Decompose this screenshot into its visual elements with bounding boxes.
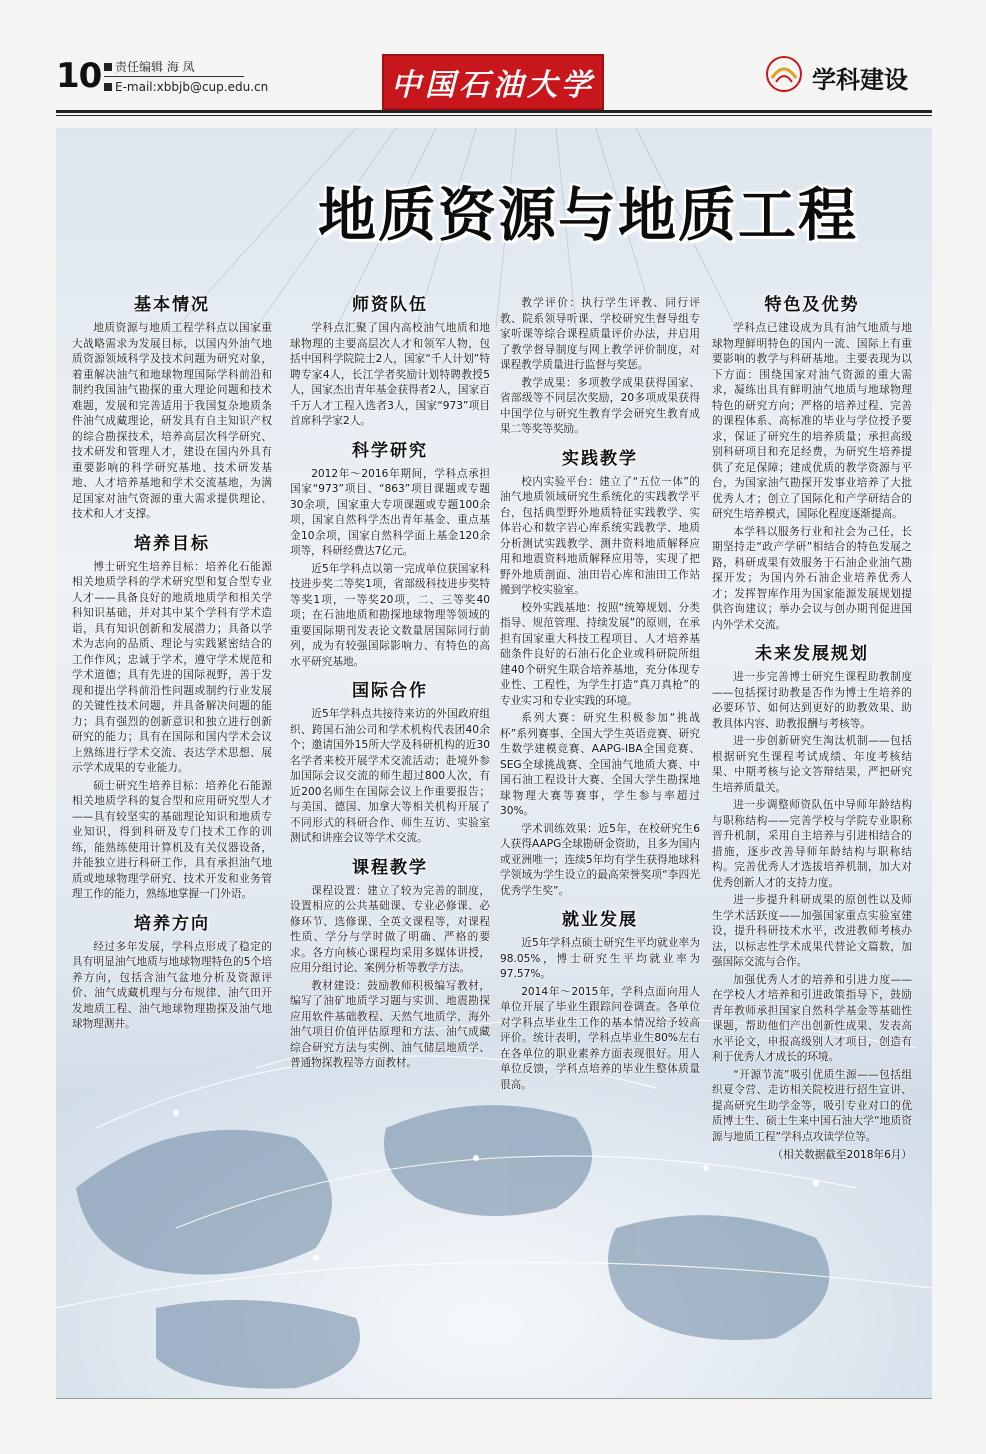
paragraph: 进一步提升科研成果的原创性以及师生学术活跃度——加强国家重点实验室建设，提升科研技术水平，改进教师考核办法，以标志性学术成果代替论文篇数，加强国际交流与合作。 [712, 894, 912, 968]
paragraph: 近5年学科点硕士研究生平均就业率为98.05%，博士研究生平均就业率为97.57%。 [500, 937, 700, 980]
paragraph: 2012年～2016年期间，学科点承担国家“973”项目、“863”项目课题或专题30余项，国家重大专项课题或专题100余项，国家自然科学杰出青年基金、重点基金10余项，国家自然科学面上基金120余项等，科研经费达7亿元。 [290, 467, 490, 557]
heading-future-plans: 未来发展规划 [755, 644, 869, 664]
editor-email [104, 80, 268, 94]
paragraph: 系列大赛：研究生积极参加“挑战杯”系列赛事、全国大学生英语竞赛、研究生数学建模竞赛、AAPG-IBA全国竞赛、SEG全球挑战赛、全国油气地质大赛、中国石油工程设计大赛、全国大学生勘探地球物理大赛等赛事，学生参与率超过30%。 [500, 712, 700, 817]
paragraph: 进一步完善博士研究生课程助教制度——包括探讨助教是否作为博士生培养的必要环节、如何达到更好的助教效果、助教具体内容、助教报酬与考核等。 [712, 671, 912, 730]
heading-training-goals: 培养目标 [134, 533, 210, 554]
heading-training-directions: 培养方向 [134, 913, 210, 934]
newspaper-masthead [382, 54, 604, 110]
heading-features-advantages: 特色及优势 [764, 295, 860, 315]
paragraph: 硕士研究生培养目标：培养化石能源相关地质学科的复合型和应用研究型人才——具有较坚实的基础理论知识和地质专业知识，得到科研及专门技术工作的训练，能熟练使用计算机及有关仪器设备，并能独立进行科研工作，具有承担油气地质或地球物理学研究、技术开发和业务管理工作的能力，熟练地掌握一门外语。 [72, 779, 272, 900]
email-text: E-mail:xbbjb@cup.edu.cn [115, 80, 269, 94]
header-divider [56, 110, 932, 113]
paragraph: 本学科以服务行业和社会为己任，长期坚持走“政产学研”相结合的特色发展之路，科研成果有效服务于石油企业油气勘探开发；为国内外石油企业培养优秀人才；发挥智库作用为国家能源发展规划提供咨询建议；举办会议与创办期刊促进国内外学术交流。 [712, 525, 912, 631]
paragraph: 学科点汇聚了国内高校油气地质和地球物理的主要高层次人才和领军人物，包括中国科学院院士2人，国家“千人计划”特聘专家4人，长江学者奖励计划特聘教授5人，国家杰出青年基金获得者2人，国家百千万人才工程入选者3人，国家“973”项目首席科学家2人。 [290, 322, 490, 427]
section-name: 学科建设 [812, 66, 908, 94]
heading-practical-teaching: 实践教学 [562, 448, 638, 469]
column-2 [290, 284, 490, 1074]
paragraph: 近5年学科点以第一完成单位获国家科技进步奖二等奖1项，省部级科技进步奖特等奖1项，一等奖20项，二、三等奖40项；在石油地质和勘探地球物理等领域的重要国际期刊发表论文数量居国际同行前列，成为有较强国际影响力、有特色的高水平研究基地。 [290, 562, 490, 668]
editor-name: 责任编辑 海 凤 [115, 60, 195, 74]
heading-course-teaching: 课程教学 [352, 857, 428, 878]
paragraph: 博士研究生培养目标：培养化石能源相关地质学科的学术研究型和复合型专业人才——具备良好的地质地质学和相关学科知识基础，并对其中某个学科有学术造诣，具有知识创新和发展潜力；具备以学术为志向的品质、理论与实践紧密结合的工作作风；忠诚于学术，遵守学术规范和学术道德；具有先进的国际视野，善于发现和提出学科前沿性问题或制约行业发展的关键性技术问题，并具备解决问题的能力；具有强烈的创新意识和独立进行创新研究的能力；具有在国际和国内学术会议上熟练进行学术交流、表达学术思想、展示学术成果的专业能力。 [72, 560, 272, 774]
heading-employment: 就业发展 [562, 910, 638, 930]
column-4 [712, 284, 912, 1162]
heading-international-cooperation: 国际合作 [352, 681, 428, 701]
feature-title: 地质资源与地质工程 [318, 181, 859, 249]
paragraph: 课程设置：建立了较为完善的制度，设置相应的公共基础课、专业必修课、必修环节、选修课、全英文课程等，对课程性质、学分与学时做了明确、严格的要求。各方向核心课程均采用多媒体讲授，应用分组讨论、案例分析等教学方法。 [290, 884, 490, 974]
paragraph: 学术训练效果：近5年，在校研究生6人获得AAPG全球勘研金资助，且多为国内或亚洲唯一；连续5年均有学生获得地球科学领域为学生设立的最高荣誉奖项“李四光优秀学生奖”。 [500, 822, 700, 897]
page-number: 10 [56, 56, 102, 96]
paragraph: 教学评价：执行学生评教、同行评教、院系领导听课、学校研究生督导组专家听课等综合课程质量评价办法，并启用了教学督导制度与网上教学评价制度，对课程教学质量进行监督与奖惩。 [500, 297, 700, 371]
bottom-divider [56, 1398, 932, 1399]
heading-faculty: 师资队伍 [352, 295, 428, 315]
paragraph: 进一步创新研究生淘汰机制——包括根据研究生课程考试成绩、年度考核结果、中期考核与论文答辩结果，严把研究生培养质量关。 [712, 735, 912, 794]
paragraph: 经过多年发展，学科点形成了稳定的具有明显油气地质与地球物理特色的5个培养方向，包括含油气盆地分析及资源评价、油气成藏机理与分布规律、油气田开发地质工程、油气地球物理勘探及油气地球物理测井。 [72, 940, 272, 1030]
paragraph: 教材建设：鼓励教师积极编写教材，编写了油矿地质学习题与实训、地震勘探应用软件基础教程、天然气地质学、海外油气项目价值评估原理和方法、油气成藏综合研究方法与实例、油气储层地质学、普通物探教程等方面教材。 [290, 979, 490, 1069]
column-1 [72, 284, 272, 1035]
paragraph: 校外实践基地：按照“统筹规划、分类指导、规范管理、持续发展”的原则，在承担有国家重大科技工程项目、人才培养基础条件良好的石油石化企业或科研院所组建40个研究生联合培养基地，充分体现专业性、工程性，为学生打造“真刀真枪”的专业实习和专业实践的环境。 [500, 601, 700, 707]
heading-research: 科学研究 [352, 440, 428, 461]
header-divider-thin [56, 115, 932, 116]
data-date-note: （相关数据截至2018年6月） [772, 1149, 912, 1161]
editor-divider [104, 76, 244, 77]
bullet-square-icon [104, 63, 112, 71]
heading-basic-info: 基本情况 [134, 295, 210, 315]
masthead-title: 中国石油大学 [391, 68, 595, 103]
column-3 [500, 296, 700, 1095]
paragraph: 进一步调整师资队伍中导师年龄结构与职称结构——完善学校与学院专业职称晋升机制，采用自主培养与引进相结合的措施，逐步改善导师年龄结构与职称结构。完善优秀人才选拔培养机制，加大对优秀创新人才的支持力度。 [712, 799, 912, 889]
paragraph: 教学成果：多项教学成果获得国家、省部级等不同层次奖励，20多项成果获得中国学位与研究生教育学会研究生教育成果二等奖等奖励。 [500, 376, 700, 435]
bullet-square-icon [104, 83, 112, 91]
paragraph: 地质资源与地质工程学科点以国家重大战略需求为发展目标，以国内外油气地质资源领域科学及技术问题为研究对象，着重解决油气和地球物理国际学科前沿和制约我国油气勘探的重大理论问题和技术难题，发展和完善适用于我国复杂地质条件油气成藏理论，研发具有自主知识产权的综合勘探技术，培养高层次科学研究、技术研发和管理人才，建设在国内外具有重要影响的科学研究基地、技术研发基地、人才培养基地和学术交流基地，为满足国家对油气资源的重大需求提供理论、技术和人才支撑。 [72, 322, 272, 520]
paragraph: 2014年～2015年，学科点面向用人单位开展了毕业生跟踪问卷调查。各单位对学科点毕业生工作的基本情况给予较高评价。统计表明，学科点毕业生80%左右在各单位的职业素养方面表现很好。用人单位反馈，学科点培养的毕业生整体质量很高。 [500, 985, 700, 1091]
paragraph: 校内实验平台：建立了“五位一体”的油气地质领域研究生系统化的实践教学平台，包括典型野外地质特征实践教学、实体岩心和数字岩心库系统实践教学、地质分析测试实践教学、测井资料地质解释应用和地震资料地质解释应用等，实现了把野外地质剖面、油田岩心库和油田工作站搬到学校实验室。 [500, 475, 700, 596]
editor-credit [104, 58, 195, 75]
paragraph: 学科点已建设成为具有油气地质与地球物理鲜明特色的国内一流、国际上有重要影响的教学与科研基地。主要表现为以下方面：围绕国家对油气资源的重大需求，凝练出具有鲜明油气地质与地球物理特色的研究方向；严格的培养过程、完善的课程体系、高标准的毕业与学位授予要求，保证了研究生的培养质量；承担高级别科研项目和充足经费，为研究生培养提供了充足保障；建成优质的教学资源与平台，为国家油气勘探开发事业培养了大批优秀人才；创立了国际化和产学研结合的研究生培养模式，国际化程度逐渐提高。 [712, 322, 912, 520]
paragraph: “开源节流”吸引优质生源——包括组织夏令营、走访相关院校进行招生宣讲、提高研究生助学金等，吸引专业对口的优质博士生、硕士生来中国石油大学“地质资源与地质工程”学科点攻读学位等。 [712, 1068, 912, 1143]
anniversary-65-logo-icon [764, 54, 804, 94]
paragraph: 加强优秀人才的培养和引进力度——在学校人才培养和引进政策指导下，鼓励青年教师承担国家自然科学基金等基础性课题，帮助他们产出创新性成果、发表高水平论文，申报高级别人才项目，创造有利于优秀人才成长的环境。 [712, 973, 912, 1063]
paragraph: 近5年学科点共接待来访的外国政府组织、跨国石油公司和学术机构代表团40余个；邀请国外15所大学及科研机构的近30名学者来校开展学术交流活动；赴境外参加国际会议交流的师生超过800人次，有近200名师生在国际会议上作重要报告；与美国、德国、加拿大等相关机构开展了不同形式的科研合作、师生互访、实验室测试和讲座会议等学术交流。 [290, 708, 490, 844]
